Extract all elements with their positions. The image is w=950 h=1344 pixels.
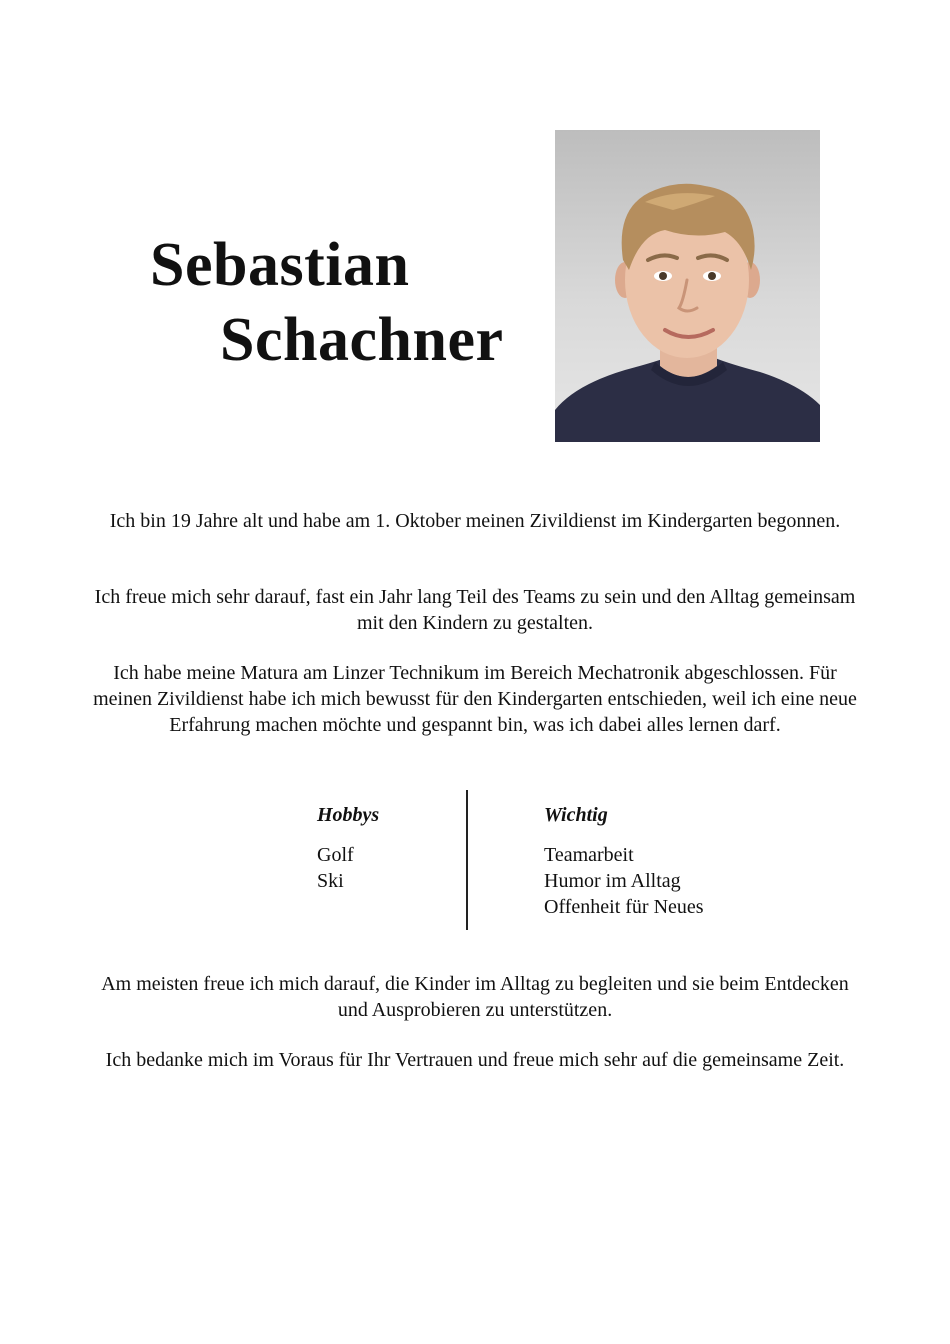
wichtig-item: Humor im Alltag bbox=[544, 870, 681, 892]
name-last: Schachner bbox=[220, 306, 504, 374]
team-paragraph: Ich freue mich sehr darauf, fast ein Jahr lang Teil des Teams zu sein und den Alltag gemeinsam mit den Kindern zu gestalten. bbox=[94, 586, 856, 634]
portrait-photo bbox=[555, 130, 820, 442]
intro-paragraph: Ich bin 19 Jahre alt und habe am 1. Oktober meinen Zivildienst im Kindergarten begonnen. bbox=[109, 510, 841, 532]
hobbys-heading: Hobbys bbox=[317, 804, 380, 826]
wichtig-item: Offenheit für Neues bbox=[544, 896, 704, 918]
hobby-item: Golf bbox=[317, 844, 354, 866]
hobby-item: Ski bbox=[317, 870, 344, 892]
thanks-paragraph: Ich bedanke mich im Voraus für Ihr Vertrauen und freue mich sehr auf die gemeinsame Zeit. bbox=[105, 1049, 845, 1071]
outlook-paragraph: Am meisten freue ich mich darauf, die Kinder im Alltag zu begleiten und sie beim Entdecken und Ausprobieren zu unterstützen. bbox=[101, 973, 849, 1021]
wichtig-heading: Wichtig bbox=[544, 804, 608, 826]
education-paragraph: Ich habe meine Matura am Linzer Technikum im Bereich Mechatronik abgeschlossen. Für meinen Zivildienst habe ich mich bewusst für den Kindergarten entschieden, weil ich eine neue Erfahrung machen möchte und gespannt bin, was ich dabei alles lernen darf. bbox=[93, 662, 857, 736]
name-first: Sebastian bbox=[150, 231, 410, 299]
wichtig-item: Teamarbeit bbox=[544, 844, 634, 866]
column-divider bbox=[466, 790, 468, 930]
